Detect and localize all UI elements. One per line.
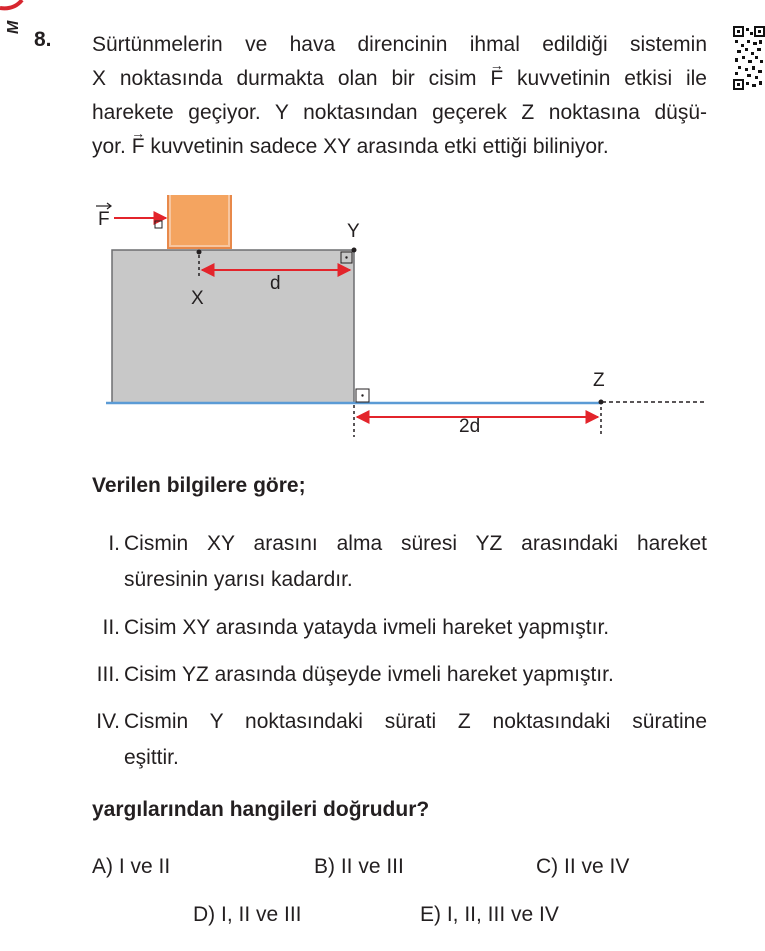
statement-line: eşittir. xyxy=(124,746,179,769)
statement-2 xyxy=(88,610,707,646)
qr-code xyxy=(733,26,765,90)
statement-line: süresinin yarısı kadardır. xyxy=(124,568,353,591)
point-x xyxy=(197,250,202,255)
right-angle-dot xyxy=(361,394,363,396)
question-prompt: yargılarından hangileri doğrudur? xyxy=(92,798,430,821)
statement-line: Cisim YZ arasında düşeyde ivmeli hareket yapmıştır. xyxy=(124,663,614,686)
statement-4 xyxy=(88,704,707,776)
force-label: F xyxy=(98,209,110,230)
point-z xyxy=(599,400,604,405)
statement-line: Cisim XY arasında yatayda ivmeli hareket yapmıştır. xyxy=(124,616,610,639)
stem-text: kuvvetinin sadece XY arasında etki ettiği biliniyor. xyxy=(144,135,609,158)
stem-line-2 xyxy=(92,62,707,96)
label-d: d xyxy=(270,273,281,294)
option-d[interactable]: D) I, II ve III xyxy=(193,903,302,926)
force-vector-symbol: → F xyxy=(132,130,145,164)
stem-line-3: harekete geçiyor. Y noktasından geçerek Z noktasına düşü- xyxy=(92,101,707,124)
right-angle-mark xyxy=(155,221,162,228)
option-e[interactable]: E) I, II, III ve IV xyxy=(420,903,559,926)
svg-text:M: M xyxy=(5,20,22,34)
force-vector-symbol: → F xyxy=(490,62,503,96)
statement-number: II. xyxy=(102,616,120,639)
statement-number: III. xyxy=(96,663,120,686)
option-b[interactable]: B) II ve III xyxy=(314,855,404,878)
physics-diagram xyxy=(92,195,712,440)
label-z: Z xyxy=(593,370,605,391)
label-two-d: 2d xyxy=(459,416,481,437)
stem-text: yor. xyxy=(92,135,132,158)
right-angle-dot xyxy=(345,256,347,258)
statement-1 xyxy=(88,526,707,598)
stem-line-1: Sürtünmelerin ve hava direncinin ihmal edildiği sistemin xyxy=(92,33,707,56)
question-stem xyxy=(92,28,707,164)
question-number: 8. xyxy=(34,28,52,51)
table-block xyxy=(112,250,354,403)
stem-text: kuvvetinin etkisi ile xyxy=(503,67,707,90)
stem-text: X noktasında durmakta olan bir cisim xyxy=(92,67,491,90)
option-a[interactable]: A) I ve II xyxy=(92,855,171,878)
moving-object xyxy=(168,195,231,248)
statement-number: IV. xyxy=(96,710,120,733)
statement-line: Cismin XY arasını alma süresi YZ arasındaki hareket xyxy=(124,532,707,555)
publisher-logo xyxy=(0,0,26,36)
option-c[interactable]: C) II ve IV xyxy=(536,855,630,878)
statement-line: Cismin Y noktasındaki sürati Z noktasındaki süratine xyxy=(124,710,707,733)
label-x: X xyxy=(191,288,204,309)
label-y: Y xyxy=(347,221,360,242)
statement-3 xyxy=(88,657,707,693)
statement-number: I. xyxy=(108,532,120,555)
lead-text: Verilen bilgilere göre; xyxy=(92,474,306,497)
stem-line-4 xyxy=(92,130,707,164)
